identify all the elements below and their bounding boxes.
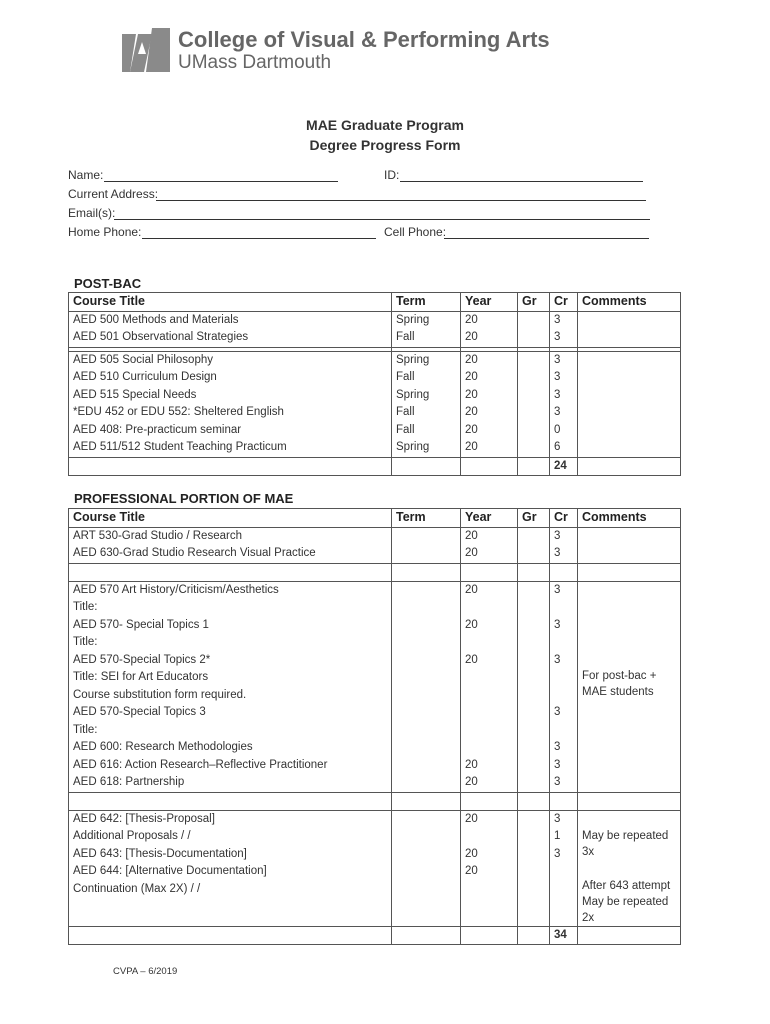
course-title-cell[interactable] — [69, 311, 392, 347]
spacer-cell — [550, 792, 578, 810]
home-phone-field[interactable] — [142, 238, 376, 239]
grade-cell[interactable] — [518, 527, 550, 563]
credits-value: 3 — [554, 758, 561, 771]
comments-value — [582, 422, 676, 440]
comments-value — [582, 545, 676, 563]
comments-cell[interactable] — [578, 311, 681, 347]
header-row — [69, 293, 681, 312]
term-value: Spring — [396, 353, 430, 366]
spacer-cell — [518, 792, 550, 810]
year-value — [465, 704, 513, 739]
year-value: 20 — [465, 331, 478, 343]
year-value: 20 — [465, 529, 478, 542]
term-value — [396, 863, 456, 898]
postbac-table — [68, 292, 681, 476]
comments-value — [582, 774, 676, 792]
spacer-cell — [461, 792, 518, 810]
credits-value: 3 — [554, 706, 561, 718]
credits-value: 3 — [554, 371, 561, 383]
year-value: 20 — [465, 653, 478, 666]
comments-value — [582, 387, 676, 405]
id-label: ID: — [384, 168, 400, 182]
credits-value: 3 — [554, 529, 561, 542]
total-blank-cell — [392, 926, 461, 945]
email-label: Email(s): — [68, 206, 116, 220]
id-field[interactable] — [400, 181, 643, 182]
grade-value — [522, 863, 545, 898]
total-blank-cell — [578, 926, 681, 945]
term-value — [396, 757, 456, 775]
term-value — [396, 528, 456, 546]
comments-cell[interactable] — [578, 351, 681, 457]
header-course-title: Course Title — [69, 509, 392, 528]
year-value: 20 — [465, 313, 478, 326]
comments-value — [582, 312, 676, 330]
grade-cell[interactable] — [518, 311, 550, 347]
credits-value: 3 — [554, 583, 561, 596]
grade-value — [522, 439, 545, 457]
grade-value — [522, 652, 545, 705]
header-term: Term — [392, 509, 461, 528]
term-cell[interactable] — [392, 527, 461, 563]
credits-value: 3 — [554, 313, 561, 326]
grade-value — [522, 387, 545, 405]
comments-value: After 643 attempt May be repeated 2x — [582, 879, 671, 924]
credits-cell[interactable] — [550, 581, 578, 792]
grade-cell[interactable] — [518, 581, 550, 792]
year-value: 20 — [465, 371, 478, 383]
course-title-value: ART 530-Grad Studio / Research — [73, 529, 242, 542]
spacer-cell — [392, 563, 461, 581]
grade-value — [522, 828, 545, 846]
header-year: Year — [461, 293, 518, 312]
spacer-cell — [518, 563, 550, 581]
course-title-value: AED 642: [Thesis-Proposal] — [73, 812, 215, 825]
total-blank-cell — [69, 926, 392, 945]
total-blank-cell — [578, 457, 681, 476]
comments-value — [582, 369, 676, 387]
credits-value: 3 — [554, 388, 561, 401]
course-group-row — [69, 581, 681, 792]
term-cell[interactable] — [392, 311, 461, 347]
grade-value — [522, 545, 545, 563]
course-title-value: AED 570-Special Topics 3 Title: — [73, 706, 206, 736]
professional-table — [68, 508, 681, 945]
course-group-row — [69, 351, 681, 457]
course-title-value: AED 501 Observational Strategies — [73, 331, 249, 343]
header-row — [69, 509, 681, 528]
course-title-cell[interactable] — [69, 810, 392, 926]
grade-value — [522, 312, 545, 330]
course-title-value: AED 644: [Alternative Documentation] Continuation (Max 2X) / / — [73, 865, 267, 895]
comments-value — [582, 329, 676, 347]
course-title-value: *EDU 452 or EDU 552: Sheltered English — [73, 406, 284, 418]
term-value — [396, 582, 456, 617]
total-blank-cell — [392, 457, 461, 476]
total-blank-cell — [518, 926, 550, 945]
term-value: Spring — [396, 313, 430, 326]
comments-value: For post-bac + MAE students — [582, 669, 657, 698]
cvpa-logo-icon — [122, 28, 170, 72]
grade-value — [522, 582, 545, 617]
course-title-value: AED 500 Methods and Materials — [73, 313, 239, 326]
spacer-cell — [578, 563, 681, 581]
year-cell[interactable] — [461, 311, 518, 347]
course-group-row — [69, 810, 681, 926]
comments-value — [582, 404, 676, 422]
credits-cell[interactable] — [550, 351, 578, 457]
course-title-value: AED 618: Partnership — [73, 776, 185, 788]
total-blank-cell — [518, 457, 550, 476]
header-credits: Cr — [550, 293, 578, 312]
total-row — [69, 457, 681, 476]
grade-value — [522, 352, 545, 370]
year-value: 20 — [465, 618, 478, 631]
course-title-value: AED 510 Curriculum Design — [73, 371, 217, 383]
cell-phone-label: Cell Phone: — [384, 225, 447, 239]
credits-value: 6 — [554, 441, 561, 453]
year-value: 20 — [465, 583, 478, 596]
term-value: Fall — [396, 423, 415, 436]
comments-value — [582, 352, 676, 370]
address-label: Current Address: — [68, 187, 159, 201]
credits-cell[interactable] — [550, 810, 578, 926]
postbac-heading: POST-BAC — [74, 276, 142, 291]
year-value: 20 — [465, 423, 478, 436]
total-row — [69, 926, 681, 945]
year-value: 20 — [465, 812, 478, 825]
comments-value: May be repeated 3x — [582, 830, 669, 858]
credits-value: 3 — [554, 847, 561, 860]
comments-cell[interactable] — [578, 527, 681, 563]
course-title-value: AED 616: Action Research–Reflective Practitioner — [73, 758, 328, 771]
year-value — [465, 739, 513, 757]
spacer-cell — [69, 563, 392, 581]
spacer-row — [69, 563, 681, 581]
term-value — [396, 704, 456, 739]
year-value: 20 — [465, 441, 478, 453]
term-cell[interactable] — [392, 581, 461, 792]
term-cell[interactable] — [392, 351, 461, 457]
email-field[interactable] — [114, 219, 650, 220]
header-year: Year — [461, 509, 518, 528]
form-title: MAE Graduate Program — [306, 117, 464, 133]
credits-value: 1 — [554, 830, 561, 842]
comments-value — [582, 582, 676, 617]
footer-note: CVPA – 6/2019 — [113, 966, 178, 977]
term-value: Spring — [396, 441, 430, 453]
grade-value — [522, 739, 545, 757]
header-comments: Comments — [578, 509, 681, 528]
year-cell[interactable] — [461, 351, 518, 457]
credits-cell[interactable] — [550, 311, 578, 347]
year-value: 20 — [465, 758, 478, 771]
credits-value: 3 — [554, 812, 561, 825]
spacer-cell — [578, 792, 681, 810]
grade-value — [522, 329, 545, 347]
grade-value — [522, 369, 545, 387]
grade-value — [522, 617, 545, 652]
credits-value: 3 — [554, 331, 561, 343]
comments-value — [582, 528, 676, 546]
course-title-cell[interactable] — [69, 581, 392, 792]
spacer-cell — [392, 792, 461, 810]
comments-value — [582, 757, 676, 775]
term-cell[interactable] — [392, 810, 461, 926]
comments-value — [582, 739, 676, 757]
credits-value: 3 — [554, 406, 561, 418]
total-blank-cell — [461, 926, 518, 945]
course-title-value: AED 570-Special Topics 2* Title: SEI for Art Educators Course substitution form required. — [73, 653, 247, 701]
term-value — [396, 828, 456, 846]
college-name: College of Visual & Performing Arts — [178, 27, 550, 52]
professional-heading: PROFESSIONAL PORTION OF MAE — [74, 491, 294, 506]
university-name: UMass Dartmouth — [178, 52, 332, 73]
comments-cell[interactable] — [578, 581, 681, 792]
credits-value: 3 — [554, 618, 561, 631]
credits-total: 34 — [550, 926, 578, 945]
year-value: 20 — [465, 353, 478, 366]
spacer-cell — [461, 563, 518, 581]
comments-value — [582, 811, 676, 829]
term-value: Fall — [396, 406, 415, 418]
grade-value — [522, 757, 545, 775]
header-grade: Gr — [518, 293, 550, 312]
year-value: 20 — [465, 865, 478, 877]
grade-value — [522, 704, 545, 739]
spacer-row — [69, 792, 681, 810]
header-course-title: Course Title — [69, 293, 392, 312]
name-field[interactable] — [104, 181, 338, 182]
total-blank-cell — [461, 457, 518, 476]
course-title-value: AED 511/512 Student Teaching Practicum — [73, 441, 287, 453]
cell-phone-field[interactable] — [444, 238, 649, 239]
term-value — [396, 739, 456, 757]
credits-cell[interactable] — [550, 527, 578, 563]
comments-value — [582, 617, 676, 652]
credits-value: 3 — [554, 776, 561, 788]
credits-value: 3 — [554, 547, 561, 559]
grade-cell[interactable] — [518, 810, 550, 926]
course-title-cell[interactable] — [69, 527, 392, 563]
course-title-value: AED 505 Social Philosophy — [73, 353, 213, 366]
term-value — [396, 652, 456, 705]
credits-total: 24 — [550, 457, 578, 476]
credits-value: 3 — [554, 741, 561, 753]
comments-cell[interactable] — [578, 810, 681, 926]
course-title-value: AED 408: Pre-practicum seminar — [73, 423, 242, 436]
course-title-value: AED 600: Research Methodologies — [73, 741, 253, 753]
year-value: 20 — [465, 776, 478, 788]
year-cell[interactable] — [461, 581, 518, 792]
term-value: Fall — [396, 331, 415, 343]
grade-value — [522, 811, 545, 829]
home-phone-label: Home Phone: — [68, 225, 142, 239]
course-title-value: AED 570 Art History/Criticism/Aesthetics Title: — [73, 583, 279, 613]
course-title-value: Additional Proposals / / — [73, 830, 191, 842]
name-label: Name: — [68, 168, 104, 182]
year-value — [465, 828, 513, 846]
year-value: 20 — [465, 847, 478, 860]
credits-value: 3 — [554, 653, 561, 666]
header-credits: Cr — [550, 509, 578, 528]
course-title-value: AED 570- Special Topics 1 Title: — [73, 618, 209, 648]
grade-cell[interactable] — [518, 351, 550, 457]
year-cell[interactable] — [461, 527, 518, 563]
comments-value — [582, 439, 676, 457]
credits-value — [554, 863, 573, 898]
term-value — [396, 617, 456, 652]
grade-value — [522, 774, 545, 792]
year-cell[interactable] — [461, 810, 518, 926]
year-value: 20 — [465, 547, 478, 559]
term-value: Spring — [396, 388, 430, 401]
term-value — [396, 846, 456, 864]
grade-value — [522, 528, 545, 546]
course-title-value: AED 515 Special Needs — [73, 388, 197, 401]
year-value: 20 — [465, 388, 478, 401]
form-subtitle: Degree Progress Form — [309, 137, 461, 153]
course-group-row — [69, 527, 681, 563]
header-term: Term — [392, 293, 461, 312]
course-title-value: AED 643: [Thesis-Documentation] — [73, 847, 247, 860]
course-title-cell[interactable] — [69, 351, 392, 457]
grade-value — [522, 422, 545, 440]
term-value — [396, 545, 456, 563]
grade-value — [522, 846, 545, 864]
comments-value — [582, 704, 676, 739]
spacer-cell — [69, 792, 392, 810]
address-field[interactable] — [156, 200, 646, 201]
term-value: Fall — [396, 371, 415, 383]
course-title-value: AED 630-Grad Studio Research Visual Practice — [73, 547, 316, 559]
spacer-cell — [550, 563, 578, 581]
term-value — [396, 774, 456, 792]
credits-value: 0 — [554, 423, 561, 436]
total-blank-cell — [69, 457, 392, 476]
term-value — [396, 811, 456, 829]
comments-value — [582, 860, 676, 878]
header-comments: Comments — [578, 293, 681, 312]
header-grade: Gr — [518, 509, 550, 528]
credits-value: 3 — [554, 353, 561, 366]
year-value: 20 — [465, 406, 478, 418]
course-group-row — [69, 311, 681, 347]
grade-value — [522, 404, 545, 422]
